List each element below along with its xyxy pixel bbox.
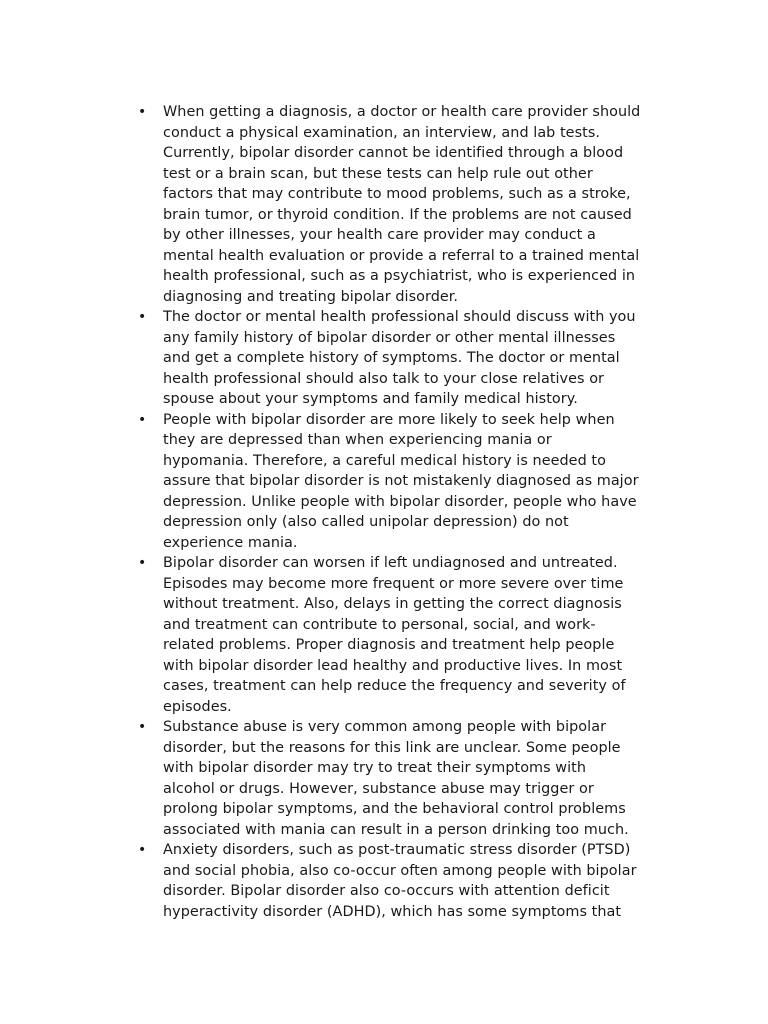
bullet-icon: • <box>138 104 147 120</box>
text-line: health professional, such as a psychiatrist, who is experienced in <box>163 268 636 284</box>
text-line: by other illnesses, your health care provider may conduct a <box>163 227 596 243</box>
text-line: spouse about your symptoms and family medical history. <box>163 391 578 407</box>
text-line: Episodes may become more frequent or more severe over time <box>163 575 624 592</box>
text-line: with bipolar disorder lead healthy and productive lives. In most <box>163 657 623 674</box>
text-line: associated with mania can result in a person drinking too much. <box>163 821 629 838</box>
bullet-icon: • <box>138 411 147 428</box>
text-line: Anxiety disorders, such as post-traumatic stress disorder (PTSD) <box>163 842 631 858</box>
text-line: episodes. <box>163 698 232 715</box>
text-line: factors that may contribute to mood problems, such as a stroke, <box>163 186 631 202</box>
text-line: People with bipolar disorder are more likely to seek help when <box>163 411 615 428</box>
text-line: When getting a diagnosis, a doctor or health care provider should <box>163 104 641 120</box>
bullet-icon: • <box>138 719 147 735</box>
bullet-list <box>0 102 768 922</box>
bullet-icon: • <box>138 555 147 571</box>
text-line: Bipolar disorder can worsen if left undiagnosed and untreated. <box>163 555 618 571</box>
text-line: The doctor or mental health professional should discuss with you <box>163 309 636 325</box>
text-line: and get a complete history of symptoms. The doctor or mental <box>163 350 620 366</box>
text-line: depression only (also called unipolar depression) do not <box>163 514 569 530</box>
list-item <box>0 553 658 717</box>
text-line: conduct a physical examination, an interview, and lab tests. <box>163 124 601 141</box>
text-line: without treatment. Also, delays in getting the correct diagnosis <box>163 596 622 612</box>
text-line: test or a brain scan, but these tests can help rule out other <box>163 165 593 182</box>
text-line: disorder, but the reasons for this link are unclear. Some people <box>163 739 621 756</box>
text-line: Currently, bipolar disorder cannot be identified through a blood <box>163 145 624 161</box>
text-line: they are depressed than when experiencing mania or <box>163 432 552 448</box>
text-line: diagnosing and treating bipolar disorder. <box>163 288 459 305</box>
text-line: Substance abuse is very common among people with bipolar <box>163 719 607 735</box>
list-item <box>0 410 658 554</box>
text-line: with bipolar disorder may try to treat their symptoms with <box>163 760 587 776</box>
text-line: and social phobia, also co-occur often among people with bipolar <box>163 862 637 879</box>
list-item <box>0 840 658 922</box>
text-line: hyperactivity disorder (ADHD), which has some symptoms that <box>163 903 622 920</box>
text-line: and treatment can contribute to personal, social, and work- <box>163 616 596 633</box>
text-line: depression. Unlike people with bipolar disorder, people who have <box>163 493 637 510</box>
text-line: cases, treatment can help reduce the frequency and severity of <box>163 678 626 694</box>
text-line: experience mania. <box>163 534 298 551</box>
text-line: disorder. Bipolar disorder also co-occurs with attention deficit <box>163 883 610 899</box>
bullet-icon: • <box>138 309 147 325</box>
text-line: brain tumor, or thyroid condition. If the problems are not caused <box>163 206 632 223</box>
text-line: mental health evaluation or provide a referral to a trained mental <box>163 247 640 264</box>
text-line: related problems. Proper diagnosis and treatment help people <box>163 637 615 653</box>
list-item <box>0 102 658 307</box>
text-line: hypomania. Therefore, a careful medical history is needed to <box>163 452 606 469</box>
list-item <box>0 717 658 840</box>
text-line: assure that bipolar disorder is not mistakenly diagnosed as major <box>163 473 639 489</box>
text-line: health professional should also talk to your close relatives or <box>163 370 605 387</box>
list-item <box>0 307 658 410</box>
text-line: any family history of bipolar disorder or other mental illnesses <box>163 329 616 346</box>
text-line: alcohol or drugs. However, substance abuse may trigger or <box>163 780 594 797</box>
text-line: prolong bipolar symptoms, and the behavioral control problems <box>163 801 626 817</box>
bullet-icon: • <box>138 842 147 858</box>
